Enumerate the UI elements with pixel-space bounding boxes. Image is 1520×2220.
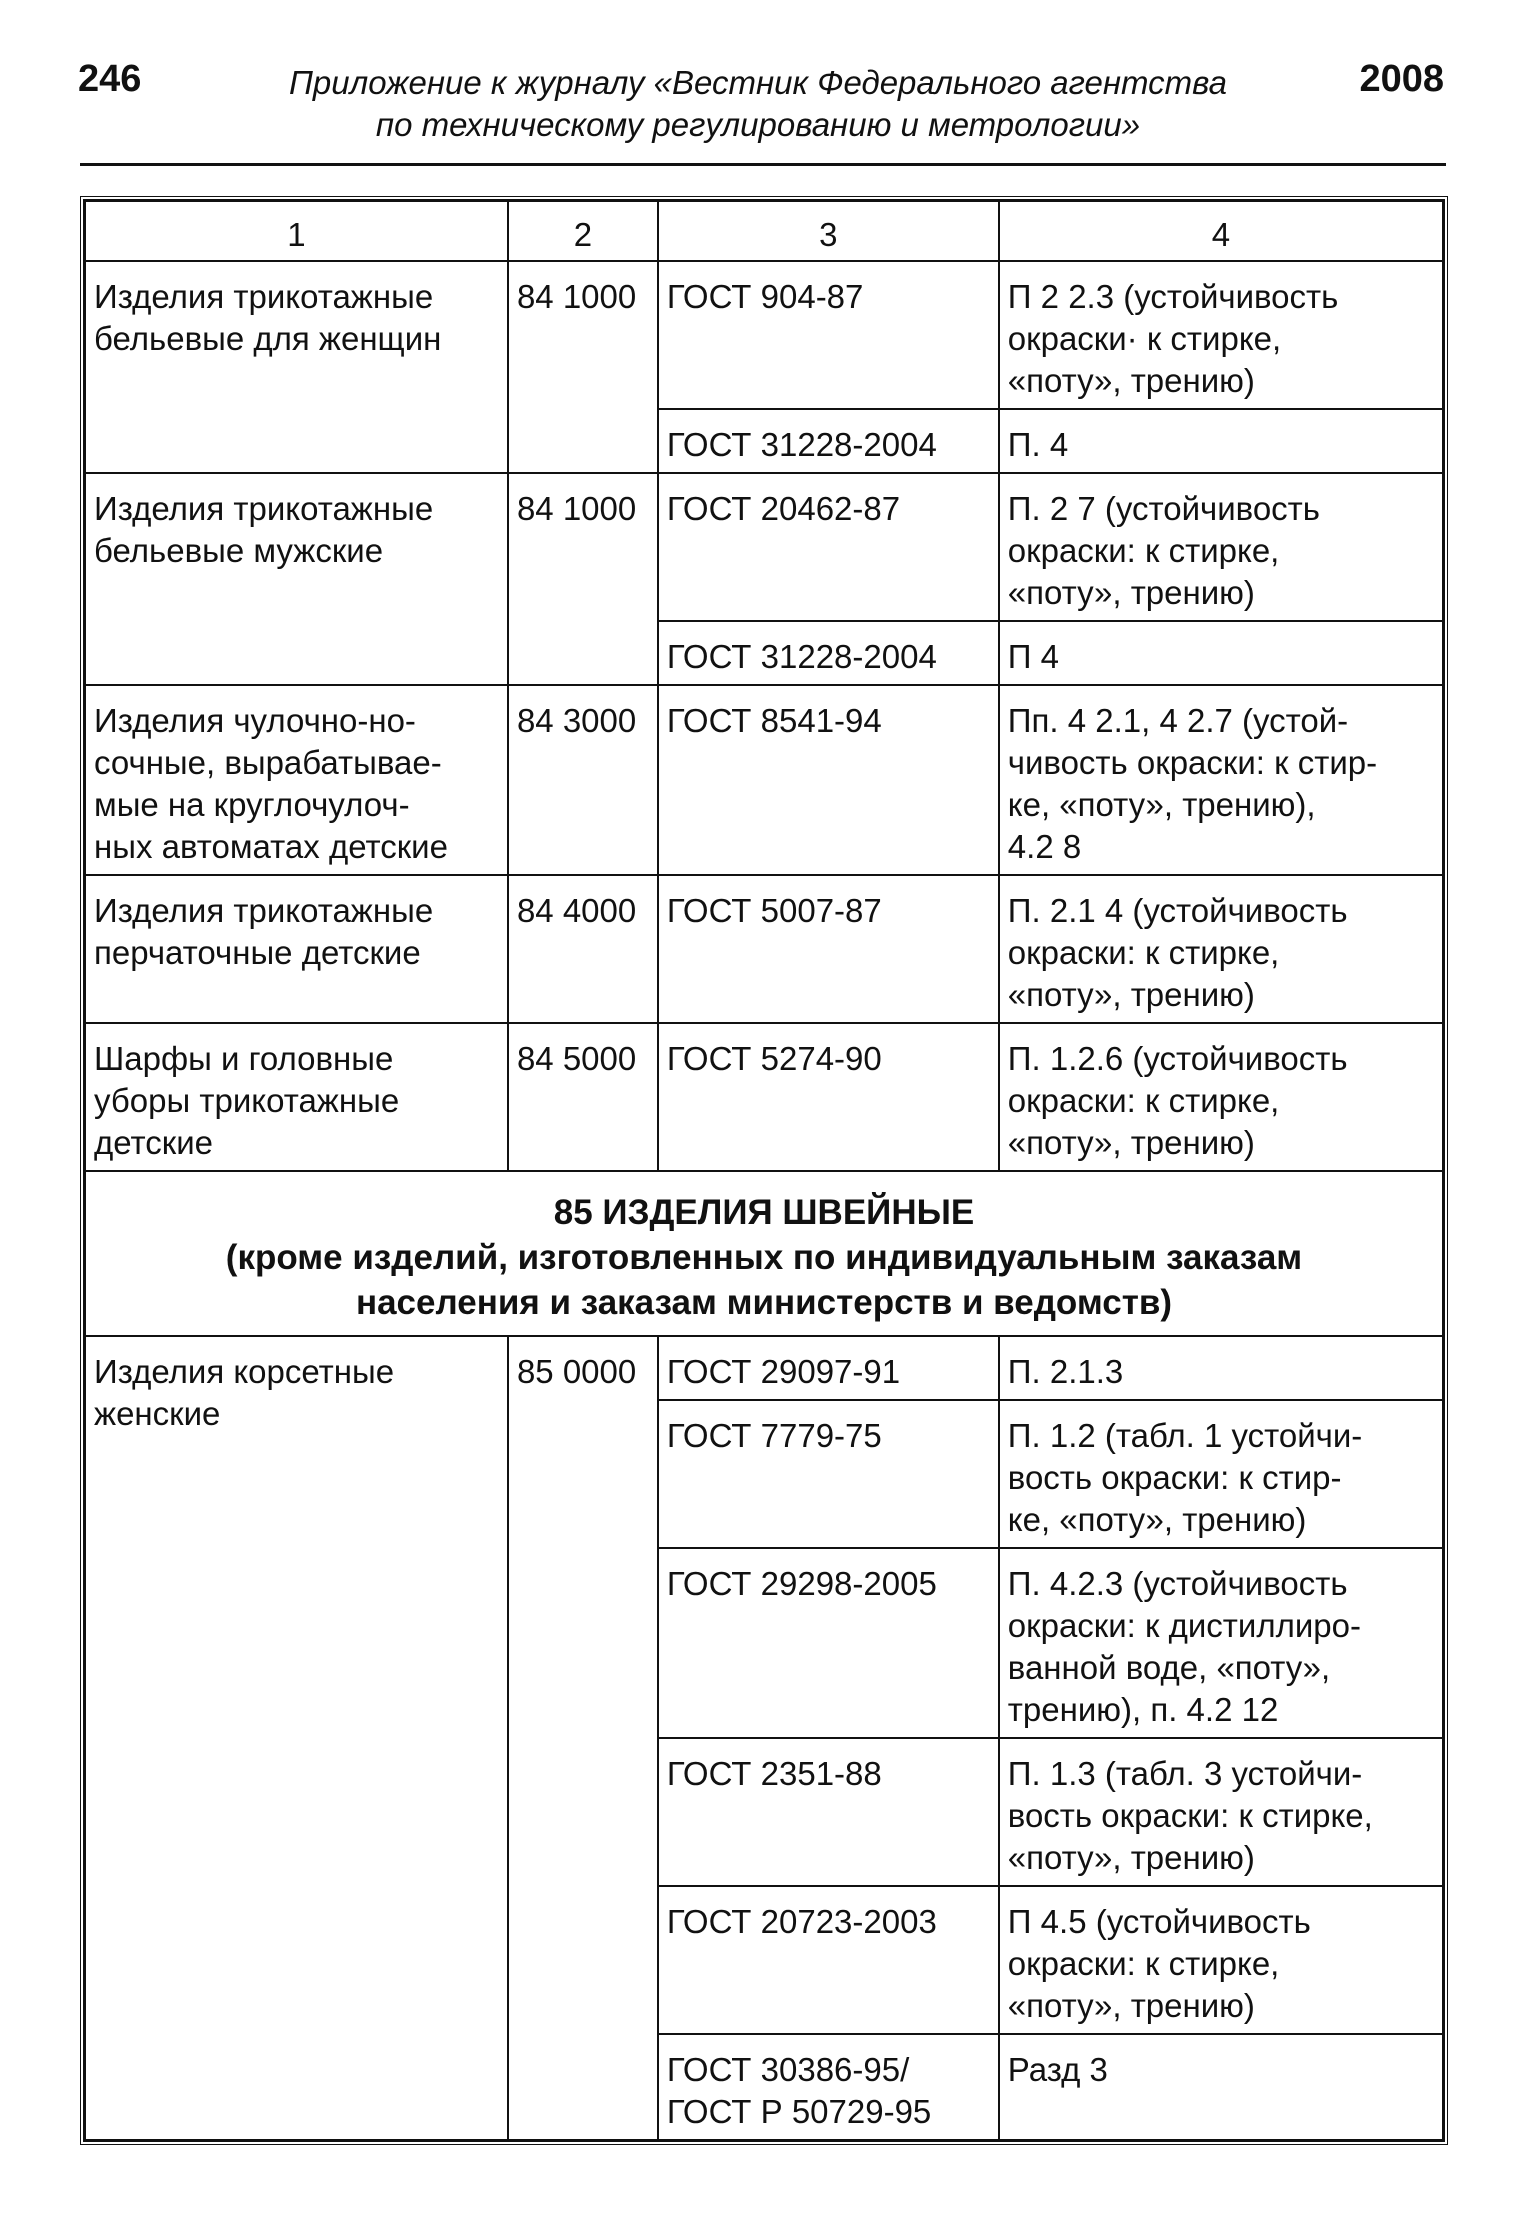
- table-row: [85, 685, 1443, 875]
- page-header: [78, 50, 1448, 170]
- clause-cell: П. 2.1.3: [999, 1336, 1443, 1400]
- standard-cell: ГОСТ 7779-75: [658, 1400, 999, 1548]
- product-name-cell: Изделия трикотажные бельевые мужские: [85, 473, 508, 685]
- standard-cell: ГОСТ 31228-2004: [658, 621, 999, 685]
- column-number-4: 4: [999, 201, 1443, 261]
- product-name-cell: Изделия трикотажные бельевые для женщин: [85, 261, 508, 473]
- section-heading: [85, 1171, 1443, 1336]
- header-rule: [80, 163, 1446, 166]
- product-name-cell: Изделия корсетные женские: [85, 1336, 508, 2140]
- table-row: [85, 1023, 1443, 1171]
- clause-cell: П. 1.2.6 (устойчивость окраски: к стирке, «поту», трению): [999, 1023, 1443, 1171]
- product-code-cell: 84 1000: [508, 261, 658, 473]
- journal-title-line-1: Приложение к журналу «Вестник Федерального агентства: [288, 64, 1228, 101]
- column-number-1: 1: [85, 201, 508, 261]
- standards-table-body: [85, 201, 1443, 2140]
- product-code-cell: 84 3000: [508, 685, 658, 875]
- clause-cell: П. 4.2.3 (устойчивость окраски: к дистиллиро- ванной воде, «поту», трению), п. 4.2 12: [999, 1548, 1443, 1738]
- standard-cell: ГОСТ 20723-2003: [658, 1886, 999, 2034]
- product-code-cell: 84 5000: [508, 1023, 658, 1171]
- standard-cell: ГОСТ 2351-88: [658, 1738, 999, 1886]
- page-year: 2008: [1359, 58, 1444, 100]
- product-code-cell: 84 1000: [508, 473, 658, 685]
- clause-cell: Пп. 4 2.1, 4 2.7 (устой- чивость окраски: к стир- ке, «поту», трению), 4.2 8: [999, 685, 1443, 875]
- page-number: 246: [78, 58, 142, 100]
- section-heading-line-1: 85 ИЗДЕЛИЯ ШВЕЙНЫЕ: [553, 1193, 975, 1232]
- table-row: [85, 473, 1443, 621]
- column-number-2: 2: [508, 201, 658, 261]
- standard-cell: ГОСТ 31228-2004: [658, 409, 999, 473]
- clause-cell: Разд 3: [999, 2034, 1443, 2140]
- table-row: [85, 1336, 1443, 1400]
- standard-cell: ГОСТ 29097-91: [658, 1336, 999, 1400]
- journal-title-line-2: по техническому регулированию и метрологии»: [375, 106, 1141, 143]
- product-code-cell: 84 4000: [508, 875, 658, 1023]
- clause-cell: П. 1.3 (табл. 3 устойчи- вость окраски: к стирке, «поту», трению): [999, 1738, 1443, 1886]
- standard-cell: ГОСТ 5007-87: [658, 875, 999, 1023]
- product-code-cell: 85 0000: [508, 1336, 658, 2140]
- column-number-row: [85, 201, 1443, 261]
- standard-cell: ГОСТ 20462-87: [658, 473, 999, 621]
- standards-table-frame: [80, 196, 1448, 2145]
- column-number-3: 3: [658, 201, 999, 261]
- clause-cell: П 2 2.3 (устойчивость окраски· к стирке, «поту», трению): [999, 261, 1443, 409]
- clause-cell: П. 2 7 (устойчивость окраски: к стирке, «поту», трению): [999, 473, 1443, 621]
- clause-cell: П. 4: [999, 409, 1443, 473]
- clause-cell: П 4: [999, 621, 1443, 685]
- section-heading-line-3: населения и заказам министерств и ведомств): [355, 1283, 1173, 1322]
- clause-cell: П 4.5 (устойчивость окраски: к стирке, «поту», трению): [999, 1886, 1443, 2034]
- table-row: [85, 875, 1443, 1023]
- standards-table: [84, 200, 1444, 2141]
- clause-cell: П. 2.1 4 (устойчивость окраски: к стирке, «поту», трению): [999, 875, 1443, 1023]
- section-heading-line-2: (кроме изделий, изготовленных по индивидуальным заказам: [225, 1238, 1303, 1277]
- standard-cell: ГОСТ 904-87: [658, 261, 999, 409]
- product-name-cell: Изделия чулочно-но- сочные, вырабатывае- мые на круглочулоч- ных автоматах детские: [85, 685, 508, 875]
- section-heading-row: [85, 1171, 1443, 1336]
- standard-cell: ГОСТ 30386-95/ ГОСТ Р 50729-95: [658, 2034, 999, 2140]
- product-name-cell: Шарфы и головные уборы трикотажные детские: [85, 1023, 508, 1171]
- clause-cell: П. 1.2 (табл. 1 устойчи- вость окраски: к стир- ке, «поту», трению): [999, 1400, 1443, 1548]
- table-row: [85, 261, 1443, 409]
- standard-cell: ГОСТ 29298-2005: [658, 1548, 999, 1738]
- standard-cell: ГОСТ 8541-94: [658, 685, 999, 875]
- standard-cell: ГОСТ 5274-90: [658, 1023, 999, 1171]
- product-name-cell: Изделия трикотажные перчаточные детские: [85, 875, 508, 1023]
- journal-title: [188, 62, 1328, 146]
